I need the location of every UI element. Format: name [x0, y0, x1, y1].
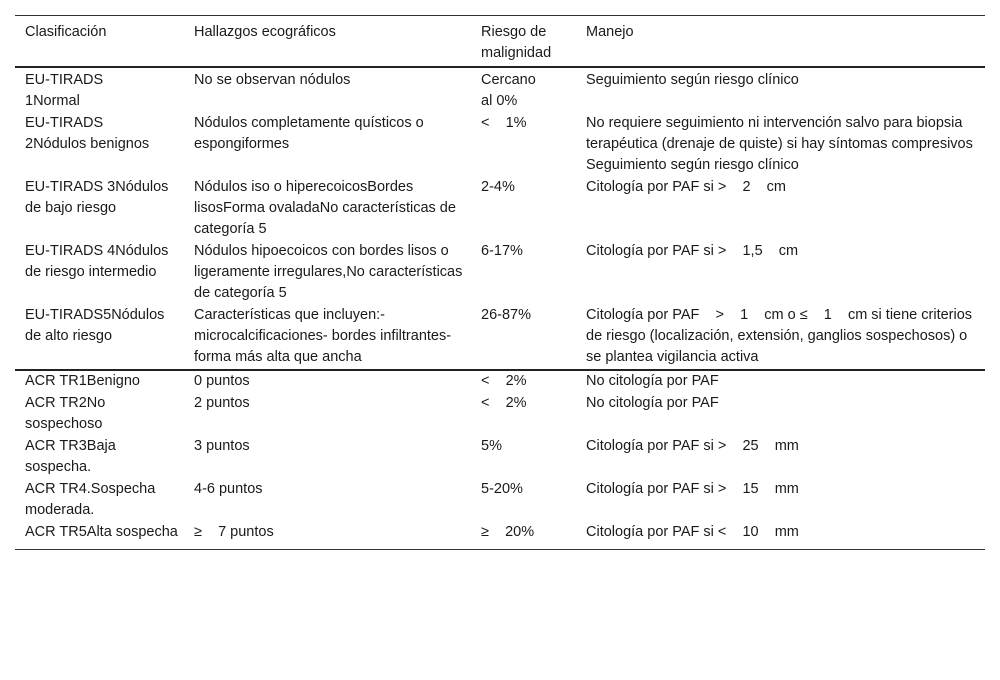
cell-findings: Nódulos completamente quísticos o espongiformes [194, 115, 424, 152]
cell-management: No citología por PAF [586, 395, 719, 411]
table-row-acr-tr2 [15, 393, 985, 436]
cell-management: No requiere seguimiento ni intervención salvo para biopsia terapéutica (drenaje de quiste) si hay síntomas compresivos Seguimiento según riesgo clínico [586, 115, 973, 173]
table-row-acr-tr3 [15, 436, 985, 479]
header-hallazgos: Hallazgos ecográficos [184, 16, 471, 68]
table-row-eu-tirads-5 [15, 305, 985, 370]
table-row-acr-tr1 [15, 370, 985, 393]
cell-findings: 0 puntos [194, 373, 250, 389]
cell-management: Citología por PAF si < 10 mm [576, 522, 985, 550]
cell-management: No citología por PAF [586, 373, 719, 389]
cell-classification: EU-TIRADS 4Nódulos de riesgo intermedio [25, 243, 169, 280]
cell-risk: 6-17% [481, 243, 523, 259]
cell-classification: ACR TR2No sospechoso [25, 395, 106, 432]
table-row-acr-tr4 [15, 479, 985, 522]
cell-risk: ≥ 20% [471, 522, 576, 550]
cell-findings: Nódulos hipoecoicos con bordes lisos o ligeramente irregulares,No características de categoría 5 [194, 243, 463, 301]
cell-classification: ACR TR1Benigno [25, 373, 140, 389]
cell-classification: EU-TIRADS 3Nódulos de bajo riesgo [25, 179, 169, 216]
cell-risk: 5% [481, 438, 502, 454]
cell-findings: Nódulos iso o hiperecoicosBordes lisosForma ovaladaNo características de categoría 5 [194, 179, 456, 237]
cell-classification: EU-TIRADS 1Normal [25, 72, 104, 109]
cell-classification: EU-TIRADS 2Nódulos benignos [25, 115, 150, 152]
cell-management: Citología por PAF > 1 cm o ≤ 1 cm si tiene criterios de riesgo (localización, extensión, ganglios sospechosos) o se plantea vigilancia activa [576, 305, 985, 370]
cell-management: Citología por PAF si > 25 mm [586, 438, 799, 454]
classification-table-container [15, 15, 985, 550]
tirads-classification-table [15, 15, 985, 550]
cell-management: Seguimiento según riesgo clínico [586, 72, 799, 88]
cell-risk: < 1% [481, 115, 527, 131]
cell-findings: Características que incluyen:- microcalcificaciones- bordes infiltrantes- forma más alta que ancha [184, 305, 471, 370]
cell-classification: ACR TR4.Sospecha moderada. [25, 481, 156, 518]
cell-risk: 5-20% [481, 481, 523, 497]
cell-findings: 2 puntos [194, 395, 250, 411]
cell-management: Citología por PAF si > 15 mm [586, 481, 799, 497]
cell-classification: ACR TR5Alta sospecha [15, 522, 184, 550]
cell-classification: ACR TR3Baja sospecha. [25, 438, 116, 475]
header-riesgo: Riesgo de malignidad [471, 16, 576, 68]
table-row-eu-tirads-4 [15, 241, 985, 305]
cell-management: Citología por PAF si > 2 cm [586, 179, 786, 195]
cell-classification: EU-TIRADS5Nódulos de alto riesgo [15, 305, 184, 370]
cell-findings: ≥ 7 puntos [184, 522, 471, 550]
header-clasificacion: Clasificación [15, 16, 184, 68]
table-row-eu-tirads-3 [15, 177, 985, 241]
cell-risk: < 2% [481, 373, 527, 389]
cell-findings: 4-6 puntos [194, 481, 263, 497]
table-header-row [15, 16, 985, 68]
cell-management: Citología por PAF si > 1,5 cm [586, 243, 799, 259]
table-row-eu-tirads-1 [15, 67, 985, 113]
table-row-eu-tirads-2 [15, 113, 985, 177]
table-row-acr-tr5 [15, 522, 985, 550]
header-manejo: Manejo [576, 16, 985, 68]
cell-findings: 3 puntos [194, 438, 250, 454]
cell-findings: No se observan nódulos [194, 72, 351, 88]
cell-risk: 26-87% [471, 305, 576, 370]
cell-risk: Cercano al 0% [481, 72, 536, 109]
cell-risk: 2-4% [481, 179, 515, 195]
cell-risk: < 2% [481, 395, 527, 411]
